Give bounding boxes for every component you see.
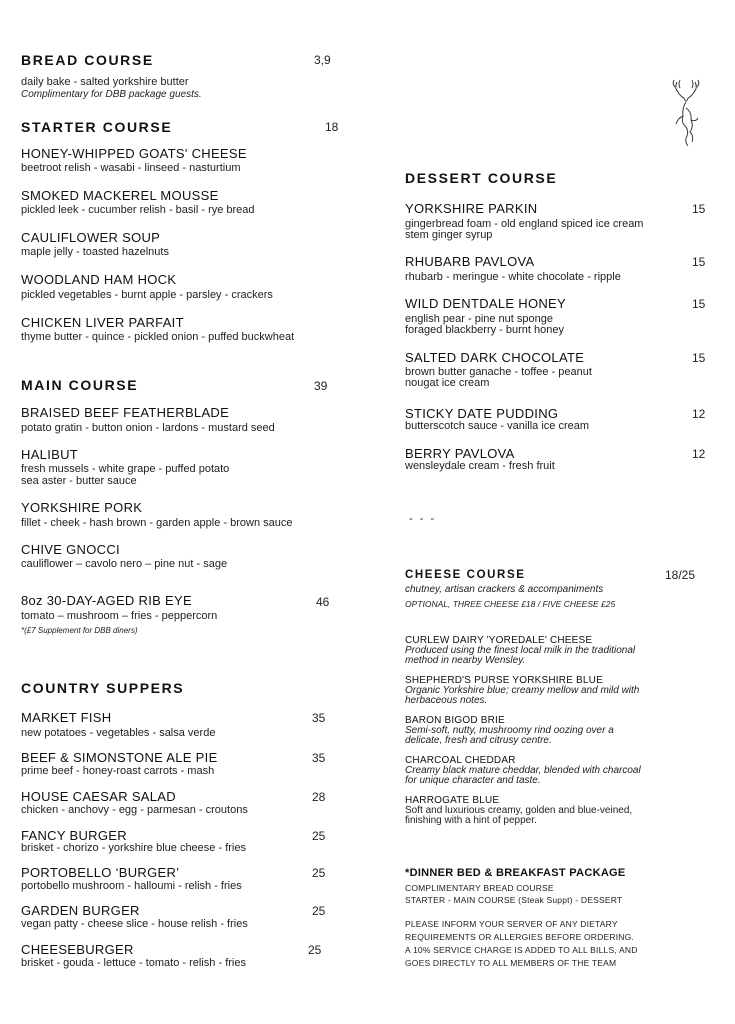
menu-item-name: GARDEN BURGER bbox=[21, 903, 140, 918]
menu-item-price: 15 bbox=[692, 351, 706, 365]
menu-item-name: BEEF & SIMONSTONE ALE PIE bbox=[21, 750, 218, 765]
menu-item-price: 15 bbox=[692, 297, 706, 311]
cheese-course-note: OPTIONAL, THREE CHEESE £18 / FIVE CHEESE £25 bbox=[405, 599, 616, 609]
info-line: A 10% SERVICE CHARGE IS ADDED TO ALL BILLS, AND bbox=[405, 945, 638, 955]
starter-course-price: 18 bbox=[325, 120, 339, 134]
menu-item-name: RHUBARB PAVLOVA bbox=[405, 254, 535, 269]
dbb-line: COMPLIMENTARY BREAD COURSE bbox=[405, 883, 554, 893]
menu-item-price: 25 bbox=[312, 904, 326, 918]
menu-item-price: 28 bbox=[312, 790, 326, 804]
menu-item-name: YORKSHIRE PARKIN bbox=[405, 201, 538, 216]
cheese-desc: Produced using the finest local milk in the traditional bbox=[405, 645, 636, 656]
menu-item-desc: english pear - pine nut sponge bbox=[405, 313, 553, 325]
stag-crest-icon bbox=[668, 78, 704, 148]
cheese-name: SHEPHERD'S PURSE YORKSHIRE BLUE bbox=[405, 675, 603, 686]
menu-item-price: 25 bbox=[312, 829, 326, 843]
menu-item-desc: brisket - gouda - lettuce - tomato - relish - fries bbox=[21, 957, 246, 969]
cheese-desc: Organic Yorkshire blue; creamy mellow and mild with bbox=[405, 685, 640, 696]
menu-item-desc: new potatoes - vegetables - salsa verde bbox=[21, 727, 216, 739]
bread-course-desc: daily bake - salted yorkshire butter bbox=[21, 76, 189, 88]
menu-item-name: STICKY DATE PUDDING bbox=[405, 406, 559, 421]
dbb-package-title: *DINNER BED & BREAKFAST PACKAGE bbox=[405, 867, 626, 879]
menu-item-price: 25 bbox=[312, 866, 326, 880]
cheese-desc-2: method in nearby Wensley. bbox=[405, 655, 526, 666]
menu-item-price: 15 bbox=[692, 255, 706, 269]
cheese-desc: Soft and luxurious creamy, golden and blue-veined, bbox=[405, 805, 633, 816]
menu-item-desc-2: nougat ice cream bbox=[405, 377, 490, 389]
info-line: REQUIREMENTS OR ALLERGIES BEFORE ORDERING. bbox=[405, 932, 634, 942]
menu-item-desc: maple jelly - toasted hazelnuts bbox=[21, 246, 169, 258]
menu-item-name: WILD DENTDALE HONEY bbox=[405, 296, 567, 311]
menu-item-price: 25 bbox=[308, 943, 322, 957]
cheese-name: BARON BIGOD BRIE bbox=[405, 715, 505, 726]
cheese-desc: Creamy black mature cheddar, blended with charcoal bbox=[405, 765, 641, 776]
menu-item-price: 15 bbox=[692, 202, 706, 216]
cheese-desc-2: for unique character and taste. bbox=[405, 775, 541, 786]
menu-item-desc: wensleydale cream - fresh fruit bbox=[405, 460, 555, 472]
menu-item-desc-2: stem ginger syrup bbox=[405, 229, 493, 241]
menu-item-desc: prime beef - honey-roast carrots - mash bbox=[21, 765, 215, 777]
ribeye-desc: tomato – mushroom – fries - peppercorn bbox=[21, 610, 218, 622]
ribeye-price: 46 bbox=[316, 595, 330, 609]
menu-item-name: CHEESEBURGER bbox=[21, 942, 134, 957]
info-line: GOES DIRECTLY TO ALL MEMBERS OF THE TEAM bbox=[405, 958, 617, 968]
menu-item-name: BRAISED BEEF FEATHERBLADE bbox=[21, 405, 230, 420]
cheese-desc: Semi-soft, nutty, mushroomy rind oozing over a bbox=[405, 725, 614, 736]
cheese-desc-2: finishing with a hint of pepper. bbox=[405, 815, 537, 826]
cheese-name: CURLEW DAIRY 'YOREDALE' CHEESE bbox=[405, 635, 593, 646]
menu-item-name: FANCY BURGER bbox=[21, 828, 127, 843]
menu-item-desc: brisket - chorizo - yorkshire blue cheese - fries bbox=[21, 842, 246, 854]
menu-item-name: SMOKED MACKEREL MOUSSE bbox=[21, 188, 219, 203]
dbb-line: STARTER - MAIN COURSE (Steak Suppt) - DESSERT bbox=[405, 895, 623, 905]
menu-item-desc: portobello mushroom - halloumi - relish - fries bbox=[21, 880, 242, 892]
starter-course-title: STARTER COURSE bbox=[21, 119, 173, 135]
menu-item-name: CHIVE GNOCCI bbox=[21, 542, 120, 557]
menu-item-name: HALIBUT bbox=[21, 447, 79, 462]
cheese-course-desc: chutney, artisan crackers & accompaniments bbox=[405, 584, 604, 595]
menu-item-name: WOODLAND HAM HOCK bbox=[21, 272, 177, 287]
bread-course-note: Complimentary for DBB package guests. bbox=[21, 89, 202, 100]
menu-item-desc: pickled vegetables - burnt apple - parsley - crackers bbox=[21, 289, 273, 301]
main-course-title: MAIN COURSE bbox=[21, 377, 139, 393]
menu-item-name: SALTED DARK CHOCOLATE bbox=[405, 350, 585, 365]
menu-item-price: 35 bbox=[312, 751, 326, 765]
menu-item-desc: vegan patty - cheese slice - house relish - fries bbox=[21, 918, 248, 930]
cheese-course-title: CHEESE COURSE bbox=[405, 569, 526, 581]
menu-item-price: 12 bbox=[692, 447, 706, 461]
menu-item-name: HONEY-WHIPPED GOATS' CHEESE bbox=[21, 146, 247, 161]
cheese-name: HARROGATE BLUE bbox=[405, 795, 500, 806]
menu-item-name: CHICKEN LIVER PARFAIT bbox=[21, 315, 184, 330]
menu-item-desc: butterscotch sauce - vanilla ice cream bbox=[405, 420, 590, 432]
ribeye-name: 8oz 30-DAY-AGED RIB EYE bbox=[21, 593, 192, 608]
menu-item-price: 35 bbox=[312, 711, 326, 725]
menu-item-desc: fresh mussels - white grape - puffed potato bbox=[21, 463, 230, 475]
country-suppers-title: COUNTRY SUPPERS bbox=[21, 680, 185, 696]
menu-item-name: MARKET FISH bbox=[21, 710, 112, 725]
menu-item-desc: rhubarb - meringue - white chocolate - ripple bbox=[405, 271, 621, 283]
menu-item-price: 12 bbox=[692, 407, 706, 421]
menu-item-desc-2: sea aster - butter sauce bbox=[21, 475, 137, 487]
menu-item-name: PORTOBELLO ‘BURGER’ bbox=[21, 865, 180, 880]
menu-item-name: YORKSHIRE PORK bbox=[21, 500, 143, 515]
cheese-desc-2: delicate, fresh and citrusy centre. bbox=[405, 735, 552, 746]
main-course-price: 39 bbox=[314, 379, 328, 393]
dessert-course-title: DESSERT COURSE bbox=[405, 170, 558, 186]
cheese-course-price: 18/25 bbox=[665, 568, 696, 582]
menu-item-desc: chicken - anchovy - egg - parmesan - croutons bbox=[21, 804, 248, 816]
menu-item-name: BERRY PAVLOVA bbox=[405, 446, 515, 461]
cheese-desc-2: herbaceous notes. bbox=[405, 695, 488, 706]
menu-item-name: CAULIFLOWER SOUP bbox=[21, 230, 161, 245]
ribeye-note: *(£7 Supplement for DBB diners) bbox=[21, 626, 138, 635]
menu-item-desc: potato gratin - button onion - lardons - mustard seed bbox=[21, 422, 275, 434]
section-divider: - - - bbox=[409, 513, 437, 525]
cheese-name: CHARCOAL CHEDDAR bbox=[405, 755, 516, 766]
info-line: PLEASE INFORM YOUR SERVER OF ANY DIETARY bbox=[405, 919, 618, 929]
menu-item-desc: brown butter ganache - toffee - peanut bbox=[405, 366, 592, 378]
bread-course-title: BREAD COURSE bbox=[21, 52, 154, 68]
menu-item-desc: beetroot relish - wasabi - linseed - nasturtium bbox=[21, 162, 241, 174]
menu-item-desc-2: foraged blackberry - burnt honey bbox=[405, 324, 564, 336]
menu-item-desc: cauliflower – cavolo nero – pine nut - sage bbox=[21, 558, 228, 570]
menu-item-desc: pickled leek - cucumber relish - basil - rye bread bbox=[21, 204, 255, 216]
menu-item-desc: fillet - cheek - hash brown - garden apple - brown sauce bbox=[21, 517, 293, 529]
bread-course-price: 3,9 bbox=[314, 53, 331, 67]
menu-item-desc: thyme butter - quince - pickled onion - puffed buckwheat bbox=[21, 331, 295, 343]
menu-item-name: HOUSE CAESAR SALAD bbox=[21, 789, 176, 804]
menu-item-desc: gingerbread foam - old england spiced ice cream bbox=[405, 218, 644, 230]
